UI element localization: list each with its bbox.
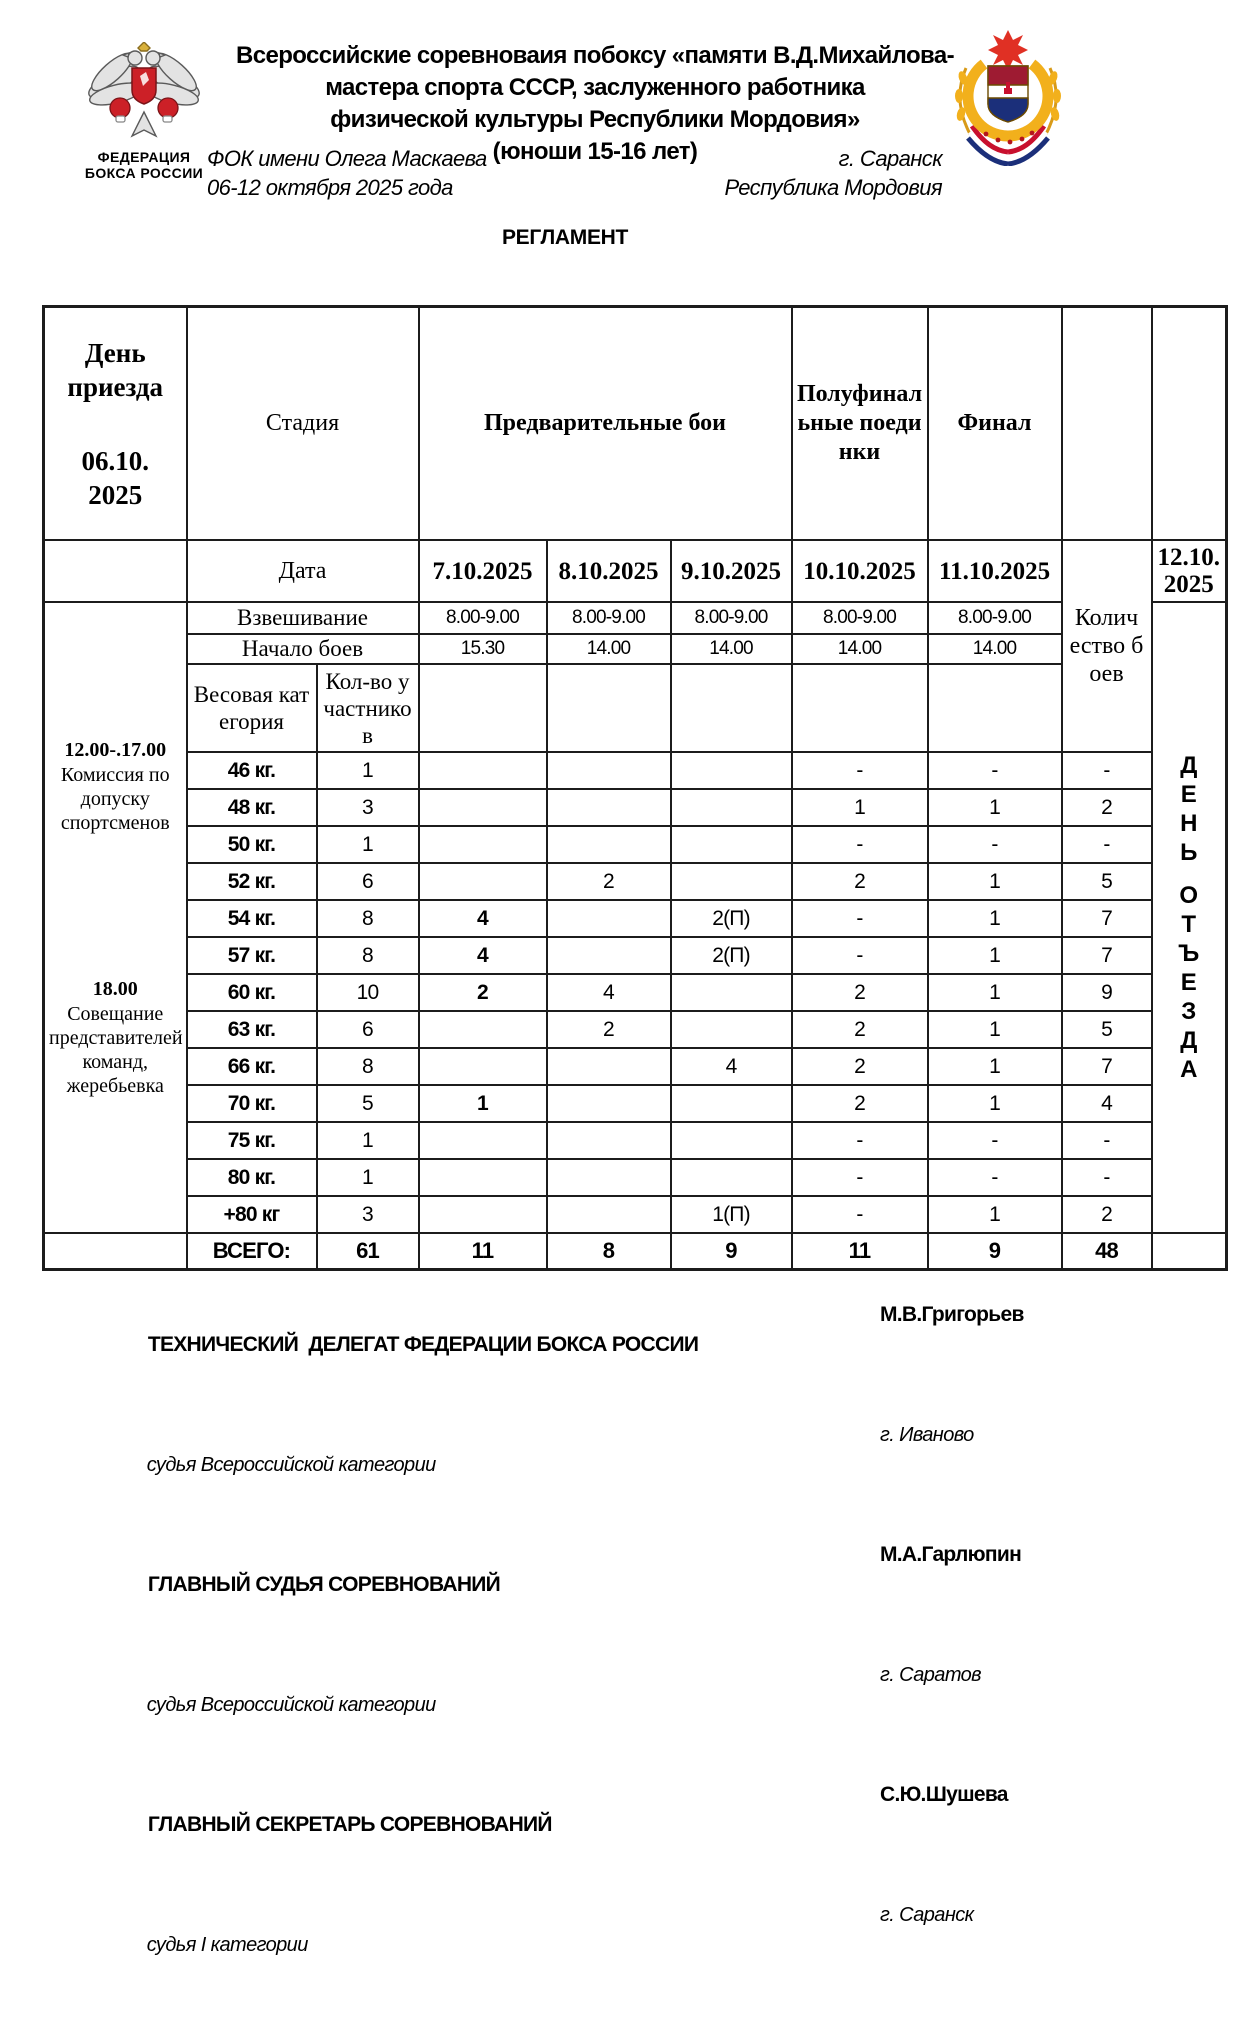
bouts-10-10: 2 [792, 863, 928, 900]
bouts-10-10: - [792, 1159, 928, 1196]
bouts-7-10 [419, 789, 547, 826]
bouts-9-10 [671, 1085, 792, 1122]
arrival-day-header: День приезда 06.10. 2025 [44, 307, 187, 541]
bouts-11-10: 1 [928, 1048, 1062, 1085]
bouts-9-10 [671, 752, 792, 789]
bouts-11-10: - [928, 826, 1062, 863]
empty-cell [928, 664, 1062, 752]
bouts-11-10: - [928, 752, 1062, 789]
date-8-10: 8.10.2025 [547, 540, 671, 602]
federation-caption-line1: ФЕДЕРАЦИЯ [97, 149, 191, 165]
total-weight-bouts: 5 [1062, 863, 1152, 900]
total-weight-bouts: - [1062, 1122, 1152, 1159]
total-weight-bouts: 2 [1062, 789, 1152, 826]
weight-row [44, 789, 1227, 826]
bouts-10-10: - [792, 900, 928, 937]
city: г. Саранск [838, 146, 942, 171]
weight-category: 54 кг. [187, 900, 317, 937]
bouts-start-row [44, 634, 1227, 664]
bouts-11-10: 1 [928, 863, 1062, 900]
weight-row [44, 937, 1227, 974]
weight-row [44, 900, 1227, 937]
weight-category: 57 кг. [187, 937, 317, 974]
bouts-11-10: 1 [928, 1011, 1062, 1048]
total-weight-bouts: 4 [1062, 1085, 1152, 1122]
official-role: ГЛАВНЫЙ СЕКРЕТАРЬ СОРЕВНОВАНИЙ С.Ю.Шушева [117, 1780, 1177, 1900]
weighin-row [44, 602, 1227, 634]
weight-category: 75 кг. [187, 1122, 317, 1159]
preliminary-header: Предварительные бои [419, 307, 792, 541]
bouts-7-10 [419, 863, 547, 900]
total-9-10: 9 [671, 1233, 792, 1270]
bouts-10-10: - [792, 1122, 928, 1159]
category-header-row [44, 664, 1227, 752]
bouts-8-10 [547, 937, 671, 974]
official-city: г. Саранск [880, 1904, 974, 1926]
official-name: М.В.Григорьев [880, 1303, 1024, 1326]
bouts-7-10: 4 [419, 937, 547, 974]
bouts-start-time: 14.00 [928, 634, 1062, 664]
official-name: С.Ю.Шушева [880, 1783, 1008, 1806]
weight-row [44, 1196, 1227, 1233]
venue: ФОК имени Олега Маскаева [207, 146, 487, 171]
admission-time: 12.00-.17.00 [64, 738, 167, 761]
bouts-7-10 [419, 1196, 547, 1233]
bouts-9-10 [671, 974, 792, 1011]
total-bouts: 48 [1062, 1233, 1152, 1270]
bouts-11-10: - [928, 1159, 1062, 1196]
bouts-10-10: 2 [792, 1048, 928, 1085]
title-line-1: Всероссийские соревноваия побоксу «памяти В.Д.Михайлова- [235, 42, 955, 69]
bouts-10-10: - [792, 937, 928, 974]
bouts-start-label: Начало боев [187, 634, 419, 664]
total-weight-bouts: - [1062, 1159, 1152, 1196]
official-city: г. Иваново [880, 1424, 974, 1446]
bouts-7-10: 4 [419, 900, 547, 937]
weight-category: 70 кг. [187, 1085, 317, 1122]
total-participants: 61 [317, 1233, 419, 1270]
weight-row [44, 974, 1227, 1011]
weight-category: 80 кг. [187, 1159, 317, 1196]
meeting-event: Совещание представителей команд, жеребьевка [49, 1002, 183, 1097]
date-row [44, 540, 1227, 602]
date-11-10: 11.10.2025 [928, 540, 1062, 602]
federation-caption-line2: БОКСА РОССИИ [84, 165, 204, 181]
total-7-10: 11 [419, 1233, 547, 1270]
bouts-8-10 [547, 752, 671, 789]
bouts-start-time: 15.30 [419, 634, 547, 664]
weight-row [44, 1122, 1227, 1159]
bouts-start-time: 14.00 [792, 634, 928, 664]
bouts-7-10: 1 [419, 1085, 547, 1122]
date-label: Дата [187, 540, 419, 602]
bouts-7-10: 2 [419, 974, 547, 1011]
bouts-start-time: 14.00 [671, 634, 792, 664]
weight-category: +80 кг [187, 1196, 317, 1233]
bouts-8-10: 2 [547, 1011, 671, 1048]
empty-cell [547, 664, 671, 752]
date-10-10: 10.10.2025 [792, 540, 928, 602]
bouts-10-10: 1 [792, 789, 928, 826]
total-weight-bouts: - [1062, 826, 1152, 863]
bouts-7-10 [419, 1048, 547, 1085]
weight-row [44, 752, 1227, 789]
bouts-7-10 [419, 1159, 547, 1196]
departure-day-vertical: Д Е Н Ь О Т Ъ Е З Д А [1152, 602, 1227, 1233]
total-label: ВСЕГО: [187, 1233, 317, 1270]
bouts-11-10: 1 [928, 937, 1062, 974]
participants-count: 8 [317, 1048, 419, 1085]
weight-row [44, 826, 1227, 863]
weight-row [44, 1085, 1227, 1122]
participants-count: 6 [317, 1011, 419, 1048]
bouts-8-10: 2 [547, 863, 671, 900]
bouts-10-10: 2 [792, 974, 928, 1011]
total-weight-bouts: 7 [1062, 937, 1152, 974]
semifinal-header: Полуфинальные поединки [792, 307, 928, 541]
weight-category: 48 кг. [187, 789, 317, 826]
table-header-row [44, 307, 1227, 541]
weight-category-header: Весовая категория [187, 664, 317, 752]
total-weight-bouts: 2 [1062, 1196, 1152, 1233]
weighin-time: 8.00-9.00 [547, 602, 671, 634]
arrival-day-schedule [44, 602, 187, 1233]
bouts-9-10 [671, 863, 792, 900]
participants-count: 1 [317, 1159, 419, 1196]
weight-row [44, 863, 1227, 900]
bouts-10-10: - [792, 826, 928, 863]
bouts-11-10: - [928, 1122, 1062, 1159]
boxing-federation-logo [78, 42, 210, 181]
participants-count: 10 [317, 974, 419, 1011]
bouts-9-10: 4 [671, 1048, 792, 1085]
bouts-8-10 [547, 1159, 671, 1196]
bouts-count-header: Количество боев [1062, 540, 1152, 752]
bouts-9-10 [671, 1122, 792, 1159]
official-name: М.А.Гарлюпин [880, 1543, 1022, 1566]
bouts-9-10 [671, 826, 792, 863]
bouts-start-time: 14.00 [547, 634, 671, 664]
participants-count: 1 [317, 826, 419, 863]
bouts-9-10 [671, 1011, 792, 1048]
participants-count: 8 [317, 937, 419, 974]
weight-row [44, 1011, 1227, 1048]
double-eagle-emblem [80, 42, 208, 142]
weighin-time: 8.00-9.00 [792, 602, 928, 634]
bouts-11-10: 1 [928, 789, 1062, 826]
title-line-3: физической культуры Республики Мордовия» [330, 106, 860, 133]
bouts-9-10: 2(П) [671, 900, 792, 937]
total-weight-bouts: 7 [1062, 900, 1152, 937]
participants-count: 1 [317, 752, 419, 789]
total-10-10: 11 [792, 1233, 928, 1270]
bouts-8-10 [547, 1122, 671, 1159]
weight-category: 63 кг. [187, 1011, 317, 1048]
empty-cell [792, 664, 928, 752]
bouts-7-10 [419, 1122, 547, 1159]
participants-count: 5 [317, 1085, 419, 1122]
weight-category: 46 кг. [187, 752, 317, 789]
weight-category: 50 кг. [187, 826, 317, 863]
bouts-10-10: - [792, 752, 928, 789]
weighin-time: 8.00-9.00 [671, 602, 792, 634]
bouts-9-10: 2(П) [671, 937, 792, 974]
official-category: судья Всероссийской категории г. Саратов [117, 1660, 1177, 1780]
total-weight-bouts: 7 [1062, 1048, 1152, 1085]
admission-event: Комиссия по допуску спортсменов [60, 763, 170, 834]
participants-count: 6 [317, 863, 419, 900]
bouts-8-10 [547, 1048, 671, 1085]
total-11-10: 9 [928, 1233, 1062, 1270]
bouts-10-10: - [792, 1196, 928, 1233]
date-7-10: 7.10.2025 [419, 540, 547, 602]
empty-cell [44, 1233, 187, 1270]
stage-header: Стадия [187, 307, 419, 541]
empty-cell [671, 664, 792, 752]
empty-cell [419, 664, 547, 752]
bouts-7-10 [419, 752, 547, 789]
weight-category: 52 кг. [187, 863, 317, 900]
bouts-8-10 [547, 1196, 671, 1233]
participants-count: 3 [317, 789, 419, 826]
title-line-2: мастера спорта СССР, заслуженного работника [325, 74, 865, 101]
total-weight-bouts: 9 [1062, 974, 1152, 1011]
participants-count: 3 [317, 1196, 419, 1233]
bouts-8-10 [547, 1085, 671, 1122]
empty-cell [1062, 307, 1152, 541]
bouts-7-10 [419, 826, 547, 863]
date-9-10: 9.10.2025 [671, 540, 792, 602]
bouts-10-10: 2 [792, 1085, 928, 1122]
bouts-9-10: 1(П) [671, 1196, 792, 1233]
weight-row [44, 1048, 1227, 1085]
official-category: судья Всероссийской категории г. Иваново [117, 1420, 1177, 1540]
bouts-10-10: 2 [792, 1011, 928, 1048]
bouts-8-10: 4 [547, 974, 671, 1011]
bouts-11-10: 1 [928, 1196, 1062, 1233]
schedule-table [42, 305, 1228, 1271]
official-role: ГЛАВНЫЙ СУДЬЯ СОРЕВНОВАНИЙ М.А.Гарлюпин [117, 1540, 1177, 1660]
participants-header: Кол-во участников [317, 664, 419, 752]
bouts-7-10 [419, 1011, 547, 1048]
weight-category: 66 кг. [187, 1048, 317, 1085]
empty-cell [1152, 307, 1227, 541]
weighin-time: 8.00-9.00 [419, 602, 547, 634]
official-category: судья I категории г. Саранск [117, 1900, 1177, 2020]
date-range: 06-12 октября 2025 года [207, 175, 453, 200]
total-weight-bouts: - [1062, 752, 1152, 789]
bouts-9-10 [671, 789, 792, 826]
bouts-8-10 [547, 826, 671, 863]
weight-category: 60 кг. [187, 974, 317, 1011]
final-header: Финал [928, 307, 1062, 541]
official-city: г. Саратов [880, 1664, 982, 1686]
departure-date: 12.10.2025 [1152, 540, 1227, 602]
empty-cell [1152, 1233, 1227, 1270]
total-weight-bouts: 5 [1062, 1011, 1152, 1048]
total-8-10: 8 [547, 1233, 671, 1270]
participants-count: 1 [317, 1122, 419, 1159]
empty-cell [44, 540, 187, 602]
bouts-9-10 [671, 1159, 792, 1196]
official-role: ТЕХНИЧЕСКИЙ ДЕЛЕГАТ ФЕДЕРАЦИИ БОКСА РОССИИ М.В.Григорьев [117, 1300, 1177, 1420]
weight-row [44, 1159, 1227, 1196]
bouts-11-10: 1 [928, 974, 1062, 1011]
bouts-8-10 [547, 789, 671, 826]
weighin-time: 8.00-9.00 [928, 602, 1062, 634]
weighin-label: Взвешивание [187, 602, 419, 634]
doc-title: РЕГЛАМЕНТ [501, 226, 629, 249]
meeting-time: 18.00 [92, 977, 138, 1000]
bouts-8-10 [547, 900, 671, 937]
bouts-11-10: 1 [928, 1085, 1062, 1122]
bouts-11-10: 1 [928, 900, 1062, 937]
region: Республика Мордовия [724, 175, 942, 200]
participants-count: 8 [317, 900, 419, 937]
title-line-4: (юноши 15-16 лет) [492, 138, 698, 165]
officials-section [117, 1300, 1177, 2020]
total-row [44, 1233, 1227, 1270]
